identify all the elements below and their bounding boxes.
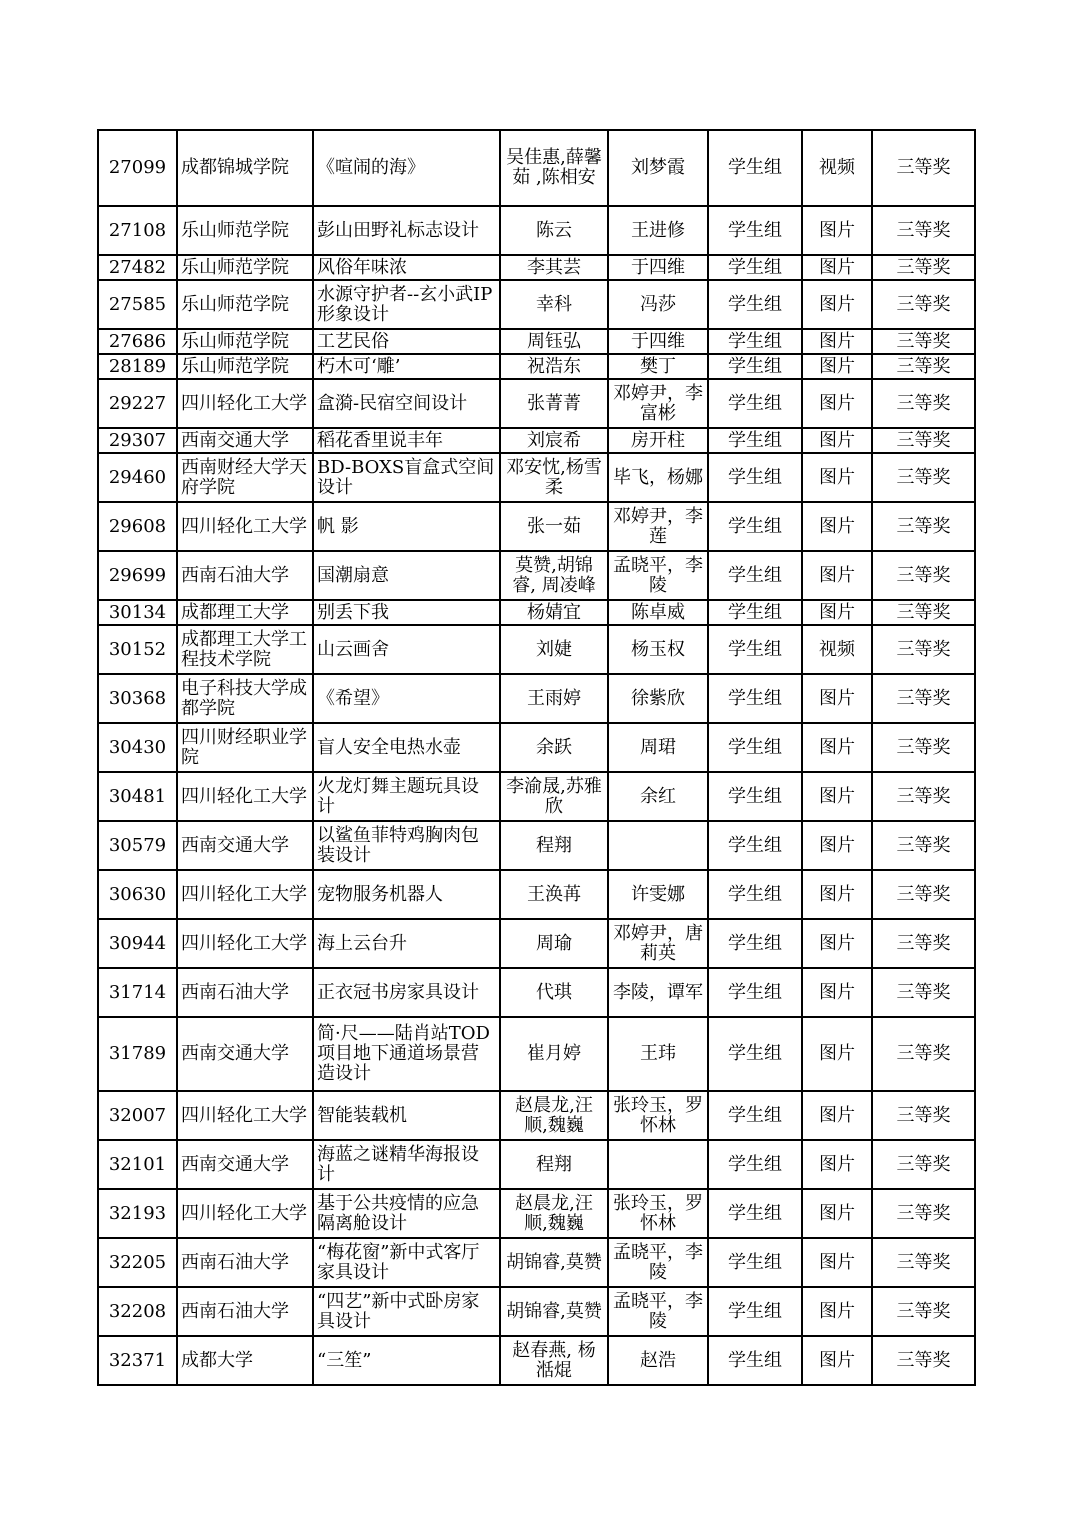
teacher-cell: 于四维 [608,329,708,354]
group-cell: 学生组 [708,1140,802,1189]
work-type-cell: 图片 [802,772,872,821]
table-row [98,674,975,723]
group-cell: 学生组 [708,919,802,968]
table-row [98,968,975,1017]
school-cell: 乐山师范学院 [177,206,313,255]
teacher-cell: 于四维 [608,255,708,280]
prize-cell: 三等奖 [872,968,975,1017]
table-row [98,1238,975,1287]
prize-cell: 三等奖 [872,354,975,379]
school-cell: 四川轻化工大学 [177,379,313,428]
authors-cell: 代琪 [500,968,608,1017]
teacher-cell: 孟晓平，李陵 [608,1238,708,1287]
table-row [98,206,975,255]
school-cell: 四川轻化工大学 [177,870,313,919]
teacher-cell: 陈卓威 [608,600,708,625]
authors-cell: 刘婕 [500,625,608,674]
school-cell: 西南财经大学天府学院 [177,453,313,502]
work-title-cell: 彭山田野礼标志设计 [313,206,500,255]
authors-cell: 周瑜 [500,919,608,968]
school-cell: 成都锦城学院 [177,130,313,206]
authors-cell: 陈云 [500,206,608,255]
school-cell: 西南石油大学 [177,1287,313,1336]
table-row [98,130,975,206]
entry-id-cell: 27482 [98,255,177,280]
entry-id-cell: 30481 [98,772,177,821]
school-cell: 成都理工大学工程技术学院 [177,625,313,674]
school-cell: 西南交通大学 [177,821,313,870]
teacher-cell: 毕飞，杨娜 [608,453,708,502]
prize-cell: 三等奖 [872,280,975,329]
work-title-cell: 国潮扇意 [313,551,500,600]
prize-cell: 三等奖 [872,453,975,502]
work-title-cell: 山云画舍 [313,625,500,674]
group-cell: 学生组 [708,1017,802,1091]
work-title-cell: BD-BOXS盲盒式空间设计 [313,453,500,502]
group-cell: 学生组 [708,968,802,1017]
teacher-cell: 周珺 [608,723,708,772]
authors-cell: 刘宸希 [500,428,608,453]
teacher-cell: 王玮 [608,1017,708,1091]
prize-cell: 三等奖 [872,1336,975,1385]
work-title-cell: 简·尺——陆肖站TOD项目地下通道场景营造设计 [313,1017,500,1091]
authors-cell: 程翔 [500,1140,608,1189]
group-cell: 学生组 [708,329,802,354]
group-cell: 学生组 [708,130,802,206]
table-row [98,428,975,453]
table-row [98,551,975,600]
school-cell: 成都大学 [177,1336,313,1385]
teacher-cell: 邓婷尹，李莲 [608,502,708,551]
school-cell: 西南石油大学 [177,551,313,600]
authors-cell: 吴佳惠,薛馨茹 ,陈相安 [500,130,608,206]
work-title-cell: 工艺民俗 [313,329,500,354]
authors-cell: 赵晨龙,汪顺,魏巍 [500,1091,608,1140]
authors-cell: 王涣苒 [500,870,608,919]
table-row [98,1336,975,1385]
authors-cell: 邓安忱,杨雪柔 [500,453,608,502]
prize-cell: 三等奖 [872,600,975,625]
entry-id-cell: 27585 [98,280,177,329]
prize-cell: 三等奖 [872,821,975,870]
work-title-cell: 以鲨鱼菲特鸡胸肉包装设计 [313,821,500,870]
table-row [98,870,975,919]
prize-cell: 三等奖 [872,1238,975,1287]
prize-cell: 三等奖 [872,428,975,453]
entry-id-cell: 30630 [98,870,177,919]
school-cell: 电子科技大学成都学院 [177,674,313,723]
work-type-cell: 图片 [802,1287,872,1336]
group-cell: 学生组 [708,354,802,379]
authors-cell: 张菁菁 [500,379,608,428]
teacher-cell: 冯莎 [608,280,708,329]
work-type-cell: 图片 [802,674,872,723]
table-row [98,919,975,968]
table-row [98,502,975,551]
school-cell: 四川轻化工大学 [177,919,313,968]
authors-cell: 王雨婷 [500,674,608,723]
work-type-cell: 图片 [802,600,872,625]
work-type-cell: 图片 [802,968,872,1017]
entry-id-cell: 30579 [98,821,177,870]
teacher-cell: 张玲玉，罗怀林 [608,1189,708,1238]
teacher-cell: 赵浩 [608,1336,708,1385]
prize-cell: 三等奖 [872,674,975,723]
school-cell: 乐山师范学院 [177,354,313,379]
authors-cell: 李渝晟,苏雅欣 [500,772,608,821]
school-cell: 四川财经职业学院 [177,723,313,772]
work-type-cell: 图片 [802,870,872,919]
school-cell: 四川轻化工大学 [177,772,313,821]
authors-cell: 赵春燕, 杨湉焜 [500,1336,608,1385]
group-cell: 学生组 [708,551,802,600]
work-title-cell: 帆 影 [313,502,500,551]
group-cell: 学生组 [708,255,802,280]
school-cell: 四川轻化工大学 [177,1091,313,1140]
prize-cell: 三等奖 [872,329,975,354]
school-cell: 西南交通大学 [177,428,313,453]
work-title-cell: “梅花窗”新中式客厅家具设计 [313,1238,500,1287]
entry-id-cell: 28189 [98,354,177,379]
entry-id-cell: 27686 [98,329,177,354]
entry-id-cell: 29699 [98,551,177,600]
entry-id-cell: 32101 [98,1140,177,1189]
work-title-cell: 稻花香里说丰年 [313,428,500,453]
entry-id-cell: 29307 [98,428,177,453]
work-title-cell: 《喧闹的海》 [313,130,500,206]
work-title-cell: 基于公共疫情的应急隔离舱设计 [313,1189,500,1238]
work-type-cell: 图片 [802,255,872,280]
work-type-cell: 图片 [802,206,872,255]
work-type-cell: 图片 [802,1017,872,1091]
group-cell: 学生组 [708,379,802,428]
table-row [98,329,975,354]
entry-id-cell: 29608 [98,502,177,551]
authors-cell: 周钰弘 [500,329,608,354]
prize-cell: 三等奖 [872,551,975,600]
work-type-cell: 图片 [802,1140,872,1189]
school-cell: 成都理工大学 [177,600,313,625]
teacher-cell: 孟晓平，李陵 [608,551,708,600]
work-title-cell: 别丢下我 [313,600,500,625]
school-cell: 西南石油大学 [177,1238,313,1287]
table-row [98,772,975,821]
table-row [98,354,975,379]
entry-id-cell: 29227 [98,379,177,428]
entry-id-cell: 31789 [98,1017,177,1091]
prize-cell: 三等奖 [872,1091,975,1140]
school-cell: 乐山师范学院 [177,329,313,354]
group-cell: 学生组 [708,1287,802,1336]
entry-id-cell: 30430 [98,723,177,772]
entry-id-cell: 27099 [98,130,177,206]
group-cell: 学生组 [708,1336,802,1385]
teacher-cell: 刘梦霞 [608,130,708,206]
prize-cell: 三等奖 [872,1189,975,1238]
authors-cell: 程翔 [500,821,608,870]
authors-cell: 幸科 [500,280,608,329]
authors-cell: 余跃 [500,723,608,772]
group-cell: 学生组 [708,206,802,255]
table-row [98,625,975,674]
teacher-cell: 余红 [608,772,708,821]
prize-cell: 三等奖 [872,206,975,255]
prize-cell: 三等奖 [872,502,975,551]
teacher-cell: 杨玉权 [608,625,708,674]
work-title-cell: 火龙灯舞主题玩具设计 [313,772,500,821]
prize-cell: 三等奖 [872,625,975,674]
work-type-cell: 图片 [802,1189,872,1238]
awards-table-body [98,130,975,1385]
work-type-cell: 视频 [802,130,872,206]
work-type-cell: 图片 [802,919,872,968]
prize-cell: 三等奖 [872,130,975,206]
teacher-cell: 房开柱 [608,428,708,453]
prize-cell: 三等奖 [872,255,975,280]
work-title-cell: 海上云台升 [313,919,500,968]
work-type-cell: 图片 [802,502,872,551]
group-cell: 学生组 [708,723,802,772]
work-type-cell: 图片 [802,379,872,428]
work-type-cell: 图片 [802,551,872,600]
prize-cell: 三等奖 [872,1140,975,1189]
work-type-cell: 图片 [802,1091,872,1140]
school-cell: 西南交通大学 [177,1140,313,1189]
entry-id-cell: 32208 [98,1287,177,1336]
awards-table [97,129,976,1386]
teacher-cell: 王进修 [608,206,708,255]
authors-cell: 杨婧宜 [500,600,608,625]
entry-id-cell: 32007 [98,1091,177,1140]
entry-id-cell: 30368 [98,674,177,723]
table-row [98,600,975,625]
authors-cell: 赵晨龙,汪顺,魏巍 [500,1189,608,1238]
prize-cell: 三等奖 [872,379,975,428]
prize-cell: 三等奖 [872,1017,975,1091]
table-row [98,1091,975,1140]
table-row [98,821,975,870]
prize-cell: 三等奖 [872,1287,975,1336]
work-type-cell: 图片 [802,1238,872,1287]
work-title-cell: “四艺”新中式卧房家具设计 [313,1287,500,1336]
work-type-cell: 图片 [802,821,872,870]
entry-id-cell: 32371 [98,1336,177,1385]
teacher-cell: 徐紫欣 [608,674,708,723]
table-row [98,1017,975,1091]
authors-cell: 崔月婷 [500,1017,608,1091]
work-title-cell: 风俗年味浓 [313,255,500,280]
teacher-cell: 邓婷尹，李富彬 [608,379,708,428]
teacher-cell [608,1140,708,1189]
teacher-cell: 孟晓平，李陵 [608,1287,708,1336]
work-type-cell: 图片 [802,1336,872,1385]
group-cell: 学生组 [708,502,802,551]
work-type-cell: 图片 [802,354,872,379]
entry-id-cell: 29460 [98,453,177,502]
work-title-cell: 智能装载机 [313,1091,500,1140]
teacher-cell: 邓婷尹，唐莉英 [608,919,708,968]
school-cell: 乐山师范学院 [177,255,313,280]
prize-cell: 三等奖 [872,772,975,821]
work-type-cell: 视频 [802,625,872,674]
work-title-cell: 水源守护者--玄小武IP形象设计 [313,280,500,329]
prize-cell: 三等奖 [872,870,975,919]
authors-cell: 祝浩东 [500,354,608,379]
school-cell: 西南石油大学 [177,968,313,1017]
table-row [98,280,975,329]
work-title-cell: 盲人安全电热水壶 [313,723,500,772]
group-cell: 学生组 [708,821,802,870]
work-title-cell: 《希望》 [313,674,500,723]
work-title-cell: “三笙” [313,1336,500,1385]
group-cell: 学生组 [708,1238,802,1287]
group-cell: 学生组 [708,870,802,919]
group-cell: 学生组 [708,428,802,453]
entry-id-cell: 32205 [98,1238,177,1287]
group-cell: 学生组 [708,674,802,723]
authors-cell: 李其芸 [500,255,608,280]
teacher-cell [608,821,708,870]
group-cell: 学生组 [708,1091,802,1140]
table-row [98,1287,975,1336]
teacher-cell: 樊丁 [608,354,708,379]
table-row [98,1189,975,1238]
entry-id-cell: 30152 [98,625,177,674]
group-cell: 学生组 [708,625,802,674]
entry-id-cell: 30944 [98,919,177,968]
work-type-cell: 图片 [802,453,872,502]
entry-id-cell: 32193 [98,1189,177,1238]
group-cell: 学生组 [708,772,802,821]
authors-cell: 胡锦睿,莫赞 [500,1287,608,1336]
teacher-cell: 许雯娜 [608,870,708,919]
group-cell: 学生组 [708,280,802,329]
work-title-cell: 朽木可‘雕’ [313,354,500,379]
work-type-cell: 图片 [802,428,872,453]
entry-id-cell: 27108 [98,206,177,255]
authors-cell: 胡锦睿,莫赞 [500,1238,608,1287]
table-row [98,255,975,280]
work-type-cell: 图片 [802,280,872,329]
table-row [98,1140,975,1189]
authors-cell: 张一茹 [500,502,608,551]
school-cell: 乐山师范学院 [177,280,313,329]
work-title-cell: 海蓝之谜精华海报设计 [313,1140,500,1189]
group-cell: 学生组 [708,600,802,625]
table-row [98,723,975,772]
entry-id-cell: 31714 [98,968,177,1017]
work-title-cell: 盒漪-民宿空间设计 [313,379,500,428]
work-title-cell: 正衣冠书房家具设计 [313,968,500,1017]
teacher-cell: 李陵，谭军 [608,968,708,1017]
prize-cell: 三等奖 [872,919,975,968]
school-cell: 四川轻化工大学 [177,502,313,551]
group-cell: 学生组 [708,453,802,502]
authors-cell: 莫赞,胡锦睿, 周凌峰 [500,551,608,600]
work-type-cell: 图片 [802,329,872,354]
table-row [98,453,975,502]
work-type-cell: 图片 [802,723,872,772]
school-cell: 四川轻化工大学 [177,1189,313,1238]
work-title-cell: 宠物服务机器人 [313,870,500,919]
group-cell: 学生组 [708,1189,802,1238]
entry-id-cell: 30134 [98,600,177,625]
teacher-cell: 张玲玉，罗怀林 [608,1091,708,1140]
school-cell: 西南交通大学 [177,1017,313,1091]
prize-cell: 三等奖 [872,723,975,772]
table-row [98,379,975,428]
